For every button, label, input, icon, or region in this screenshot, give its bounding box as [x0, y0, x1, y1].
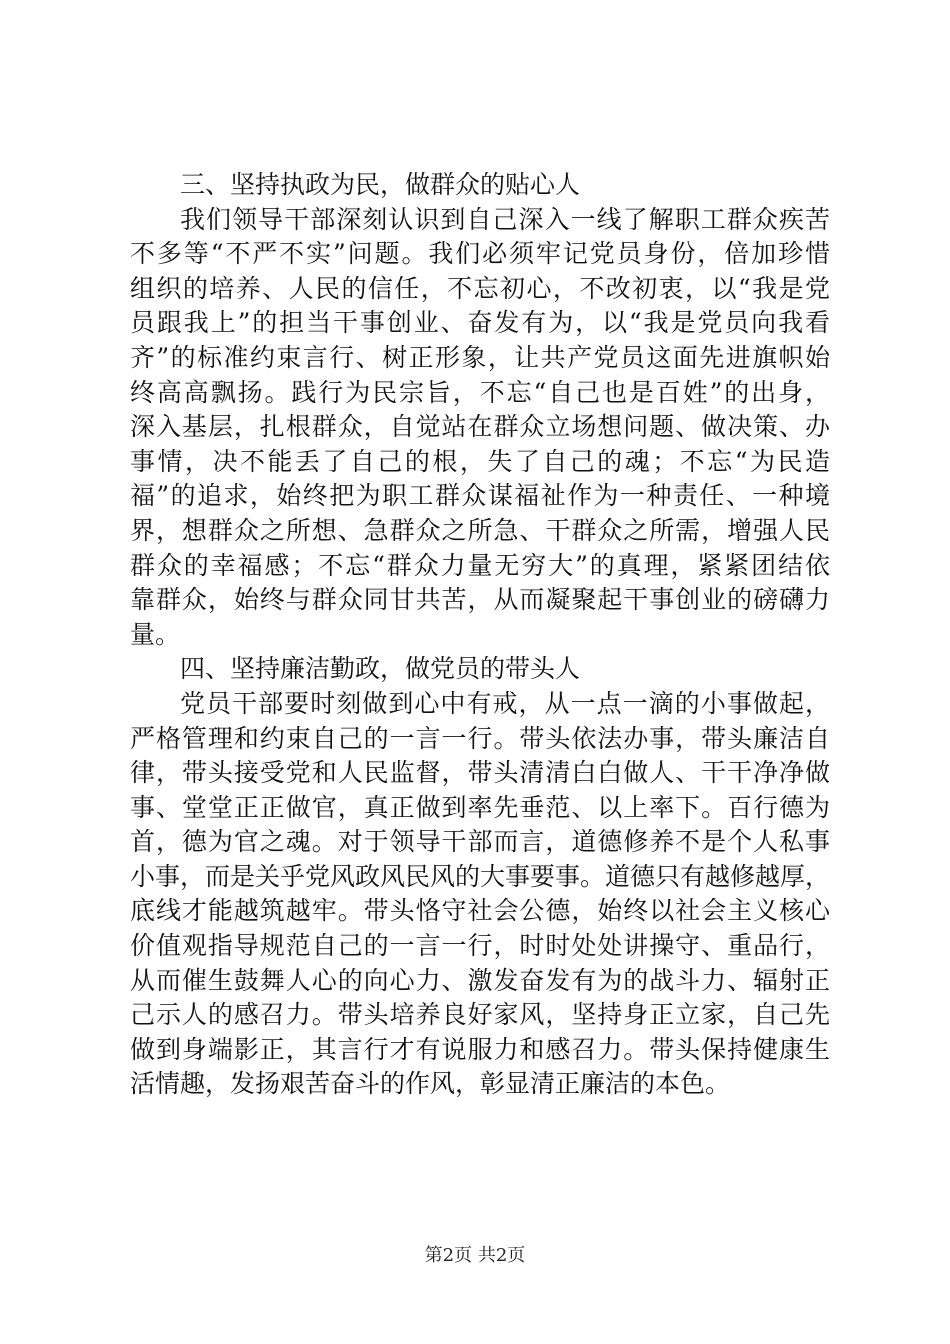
page-footer: [0, 1244, 950, 1268]
text-line: 齐”的标准约束言行、树正形象，让共产党员这面先进旗帜始: [130, 342, 830, 372]
text-line: 律，带头接受党和人民监督，带头清清白白做人、干干净净做: [130, 758, 830, 788]
text-line: 从而催生鼓舞人心的向心力、激发奋发有为的战斗力、辐射正: [130, 965, 830, 995]
text-line: 做到身端影正，其言行才有说服力和感召力。带头保持健康生: [130, 1034, 830, 1064]
text-line: 事情，决不能丢了自己的根，失了自己的魂；不忘“为民造: [130, 446, 830, 476]
text-line: 不多等“不严不实”问题。我们必须牢记党员身份，倍加珍惜: [130, 239, 830, 269]
text-line: 严格管理和约束自己的一言一行。带头依法办事，带头廉洁自: [130, 723, 830, 753]
text-line: 事、堂堂正正做官，真正做到率先垂范、以上率下。百行德为: [130, 792, 830, 822]
text-line: 己示人的感召力。带头培养良好家风，坚持身正立家，自己先: [130, 1000, 830, 1030]
text-line: 底线才能越筑越牢。带头恪守社会公德，始终以社会主义核心: [130, 896, 830, 926]
text-line: 小事，而是关乎党风政风民风的大事要事。道德只有越修越厚，: [130, 861, 830, 891]
text-line: 靠群众，始终与群众同甘共苦，从而凝聚起干事创业的磅礴力: [130, 585, 830, 615]
text-line: 首，德为官之魂。对于领导干部而言，道德修养不是个人私事: [130, 827, 830, 857]
text-line: 价值观指导规范自己的一言一行，时时处处讲操守、重品行，: [130, 931, 830, 961]
text-line: 福”的追求，始终把为职工群众谋福祉作为一种责任、一种境: [130, 481, 830, 511]
text-line: 我们领导干部深刻认识到自己深入一线了解职工群众疾苦: [180, 204, 830, 234]
text-line: 党员干部要时刻做到心中有戒，从一点一滴的小事做起，: [180, 688, 830, 718]
text-line: 深入基层，扎根群众，自觉站在群众立场想问题、做决策、办: [130, 412, 830, 442]
text-line: 活情趣，发扬艰苦奋斗的作风，彰显清正廉洁的本色。: [130, 1069, 731, 1099]
text-line: 三、坚持执政为民，做群众的贴心人: [180, 170, 581, 199]
document-body: [130, 168, 830, 1102]
text-line: 界，想群众之所想、急群众之所急、干群众之所需，增强人民: [130, 515, 830, 545]
text-line: 员跟我上”的担当干事创业、奋发有为，以“我是党员向我看: [130, 308, 830, 338]
page-number: 第2页 共2页: [424, 1245, 526, 1266]
text-line: 四、坚持廉洁勤政，做党员的带头人: [180, 654, 581, 684]
text-line: 组织的培养、人民的信任，不忘初心，不改初衷，以“我是党: [130, 273, 830, 303]
text-line: 群众的幸福感；不忘“群众力量无穷大”的真理，紧紧团结依: [130, 550, 830, 580]
text-line: 量。: [130, 619, 181, 649]
text-line: 终高高飘扬。践行为民宗旨，不忘“自己也是百姓”的出身，: [130, 377, 830, 407]
